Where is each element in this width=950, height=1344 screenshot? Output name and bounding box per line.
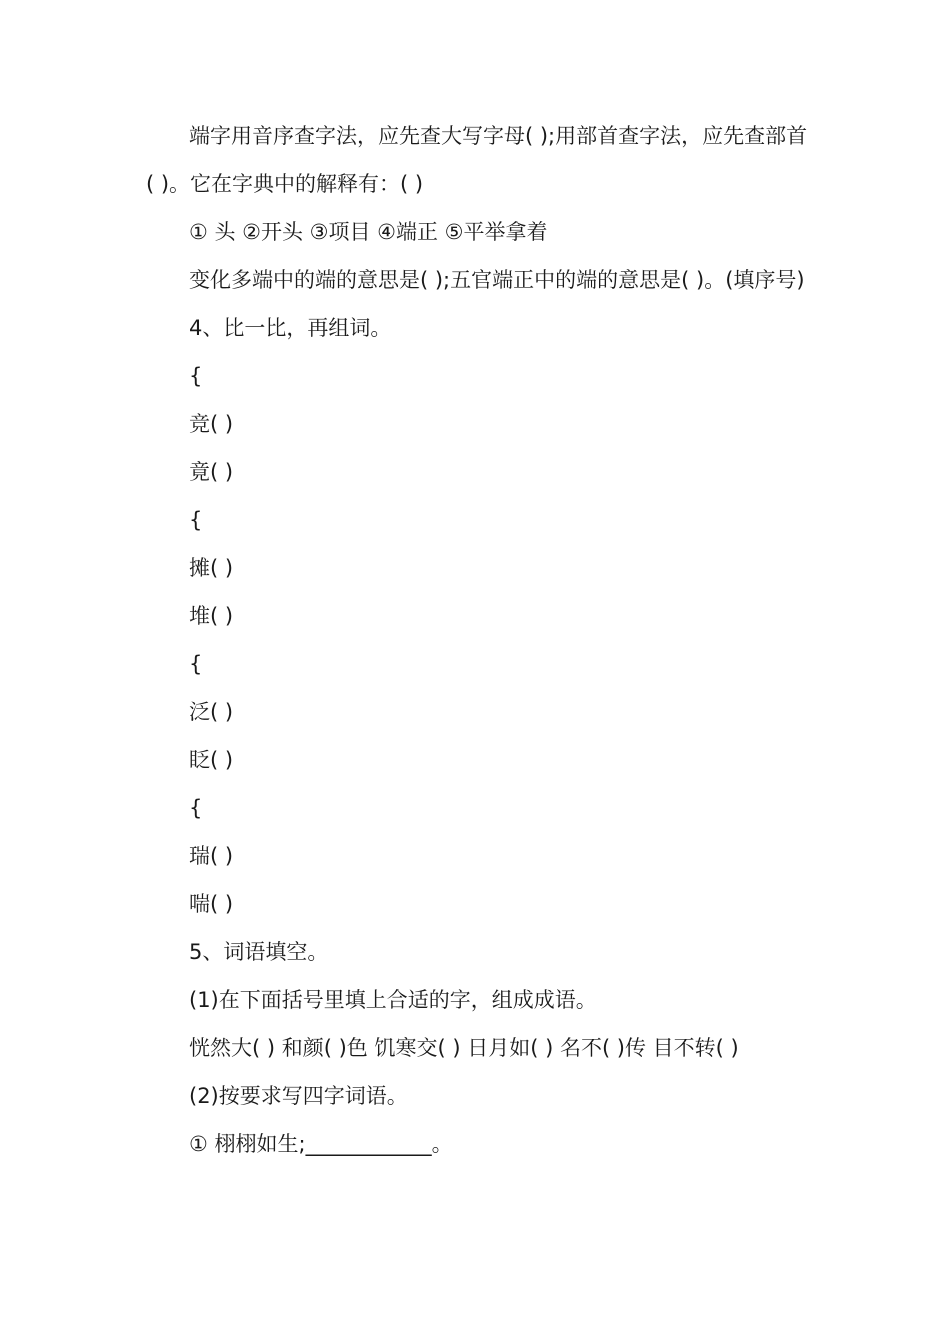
- section-5-heading: 5、词语填空。: [189, 940, 329, 964]
- compare-item: 泛( ): [189, 700, 234, 724]
- compare-item: 竟( ): [189, 460, 234, 484]
- compare-item: 竞( ): [189, 412, 234, 436]
- paragraph-lookup-method: 端字用音序查字法，应先查大写字母( );用部首查字法，应先查部首( )。它在字典中的解释有：( ): [146, 124, 808, 196]
- brace-group-4: {: [189, 796, 203, 820]
- idiom-fill-line: 恍然大( ) 和颜( )色 饥寒交( ) 日月如( ) 名不( )传 目不转( ): [189, 1036, 739, 1060]
- compare-item: 瑞( ): [189, 844, 234, 868]
- paragraph-meaning-options: ① 头 ②开头 ③项目 ④端正 ⑤平举拿着: [189, 220, 548, 244]
- compare-item: 摊( ): [189, 556, 234, 580]
- document-body: [146, 112, 812, 1168]
- paragraph-meaning-question: 变化多端中的端的意思是( );五官端正中的端的意思是( )。(填序号): [189, 268, 805, 292]
- four-character-word-item: ① 栩栩如生;____________。: [189, 1132, 453, 1156]
- subsection-2-instruction: (2)按要求写四字词语。: [189, 1084, 408, 1108]
- brace-group-2: {: [189, 508, 203, 532]
- subsection-1-instruction: (1)在下面括号里填上合适的字，组成成语。: [189, 988, 597, 1012]
- brace-group-3: {: [189, 652, 203, 676]
- compare-item: 堆( ): [189, 604, 234, 628]
- compare-item: 喘( ): [189, 892, 234, 916]
- section-4-heading: 4、比一比，再组词。: [189, 316, 392, 340]
- brace-group-1: {: [189, 364, 203, 388]
- compare-item: 眨( ): [189, 748, 234, 772]
